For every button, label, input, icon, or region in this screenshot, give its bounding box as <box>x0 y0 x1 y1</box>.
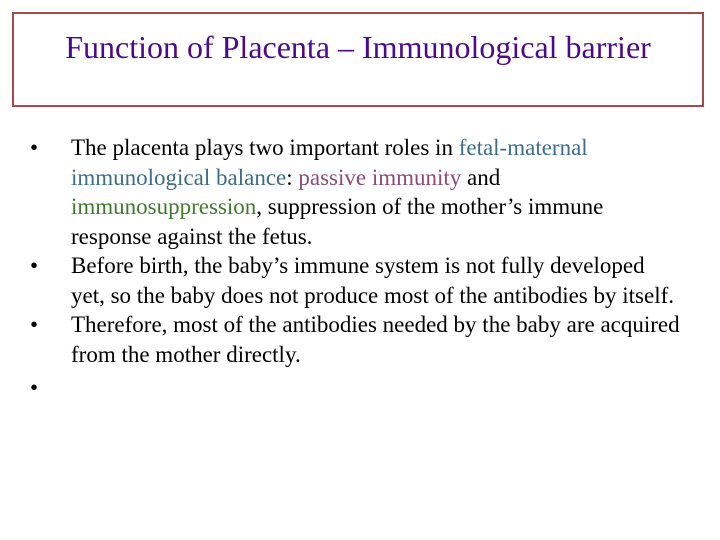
slide-title: Function of Placenta – Immunological barrier <box>65 29 651 65</box>
bullet-text: , suppression of the mother’s immune response against the fetus. <box>71 194 604 249</box>
bullet-text: and <box>461 164 501 190</box>
bullet-item <box>30 251 680 310</box>
bullet-marker: • <box>30 253 39 278</box>
bullet-text: The placenta plays two important roles in <box>71 135 459 160</box>
bullet-text: Before birth, the baby’s immune system is not fully developed yet, so the baby does not produce most of the antibodies by itself. <box>71 253 674 308</box>
term-immunosuppression: immunosuppression <box>71 194 257 219</box>
bullet-item-empty <box>30 369 680 401</box>
term-fetal-maternal: fetal-maternal immunological balance <box>71 135 588 190</box>
bullet-text: : <box>286 164 299 190</box>
slide-title-box <box>12 12 704 107</box>
bullet-list <box>30 133 680 401</box>
bullet-marker: • <box>30 375 39 400</box>
bullet-text: Therefore, most of the antibodies needed by the baby are acquired from the mother directly. <box>71 312 680 367</box>
bullet-item <box>30 310 680 369</box>
bullet-marker: • <box>30 312 39 337</box>
bullet-item <box>30 133 680 251</box>
term-passive-immunity: passive immunity <box>298 164 462 190</box>
bullet-marker: • <box>30 135 39 160</box>
